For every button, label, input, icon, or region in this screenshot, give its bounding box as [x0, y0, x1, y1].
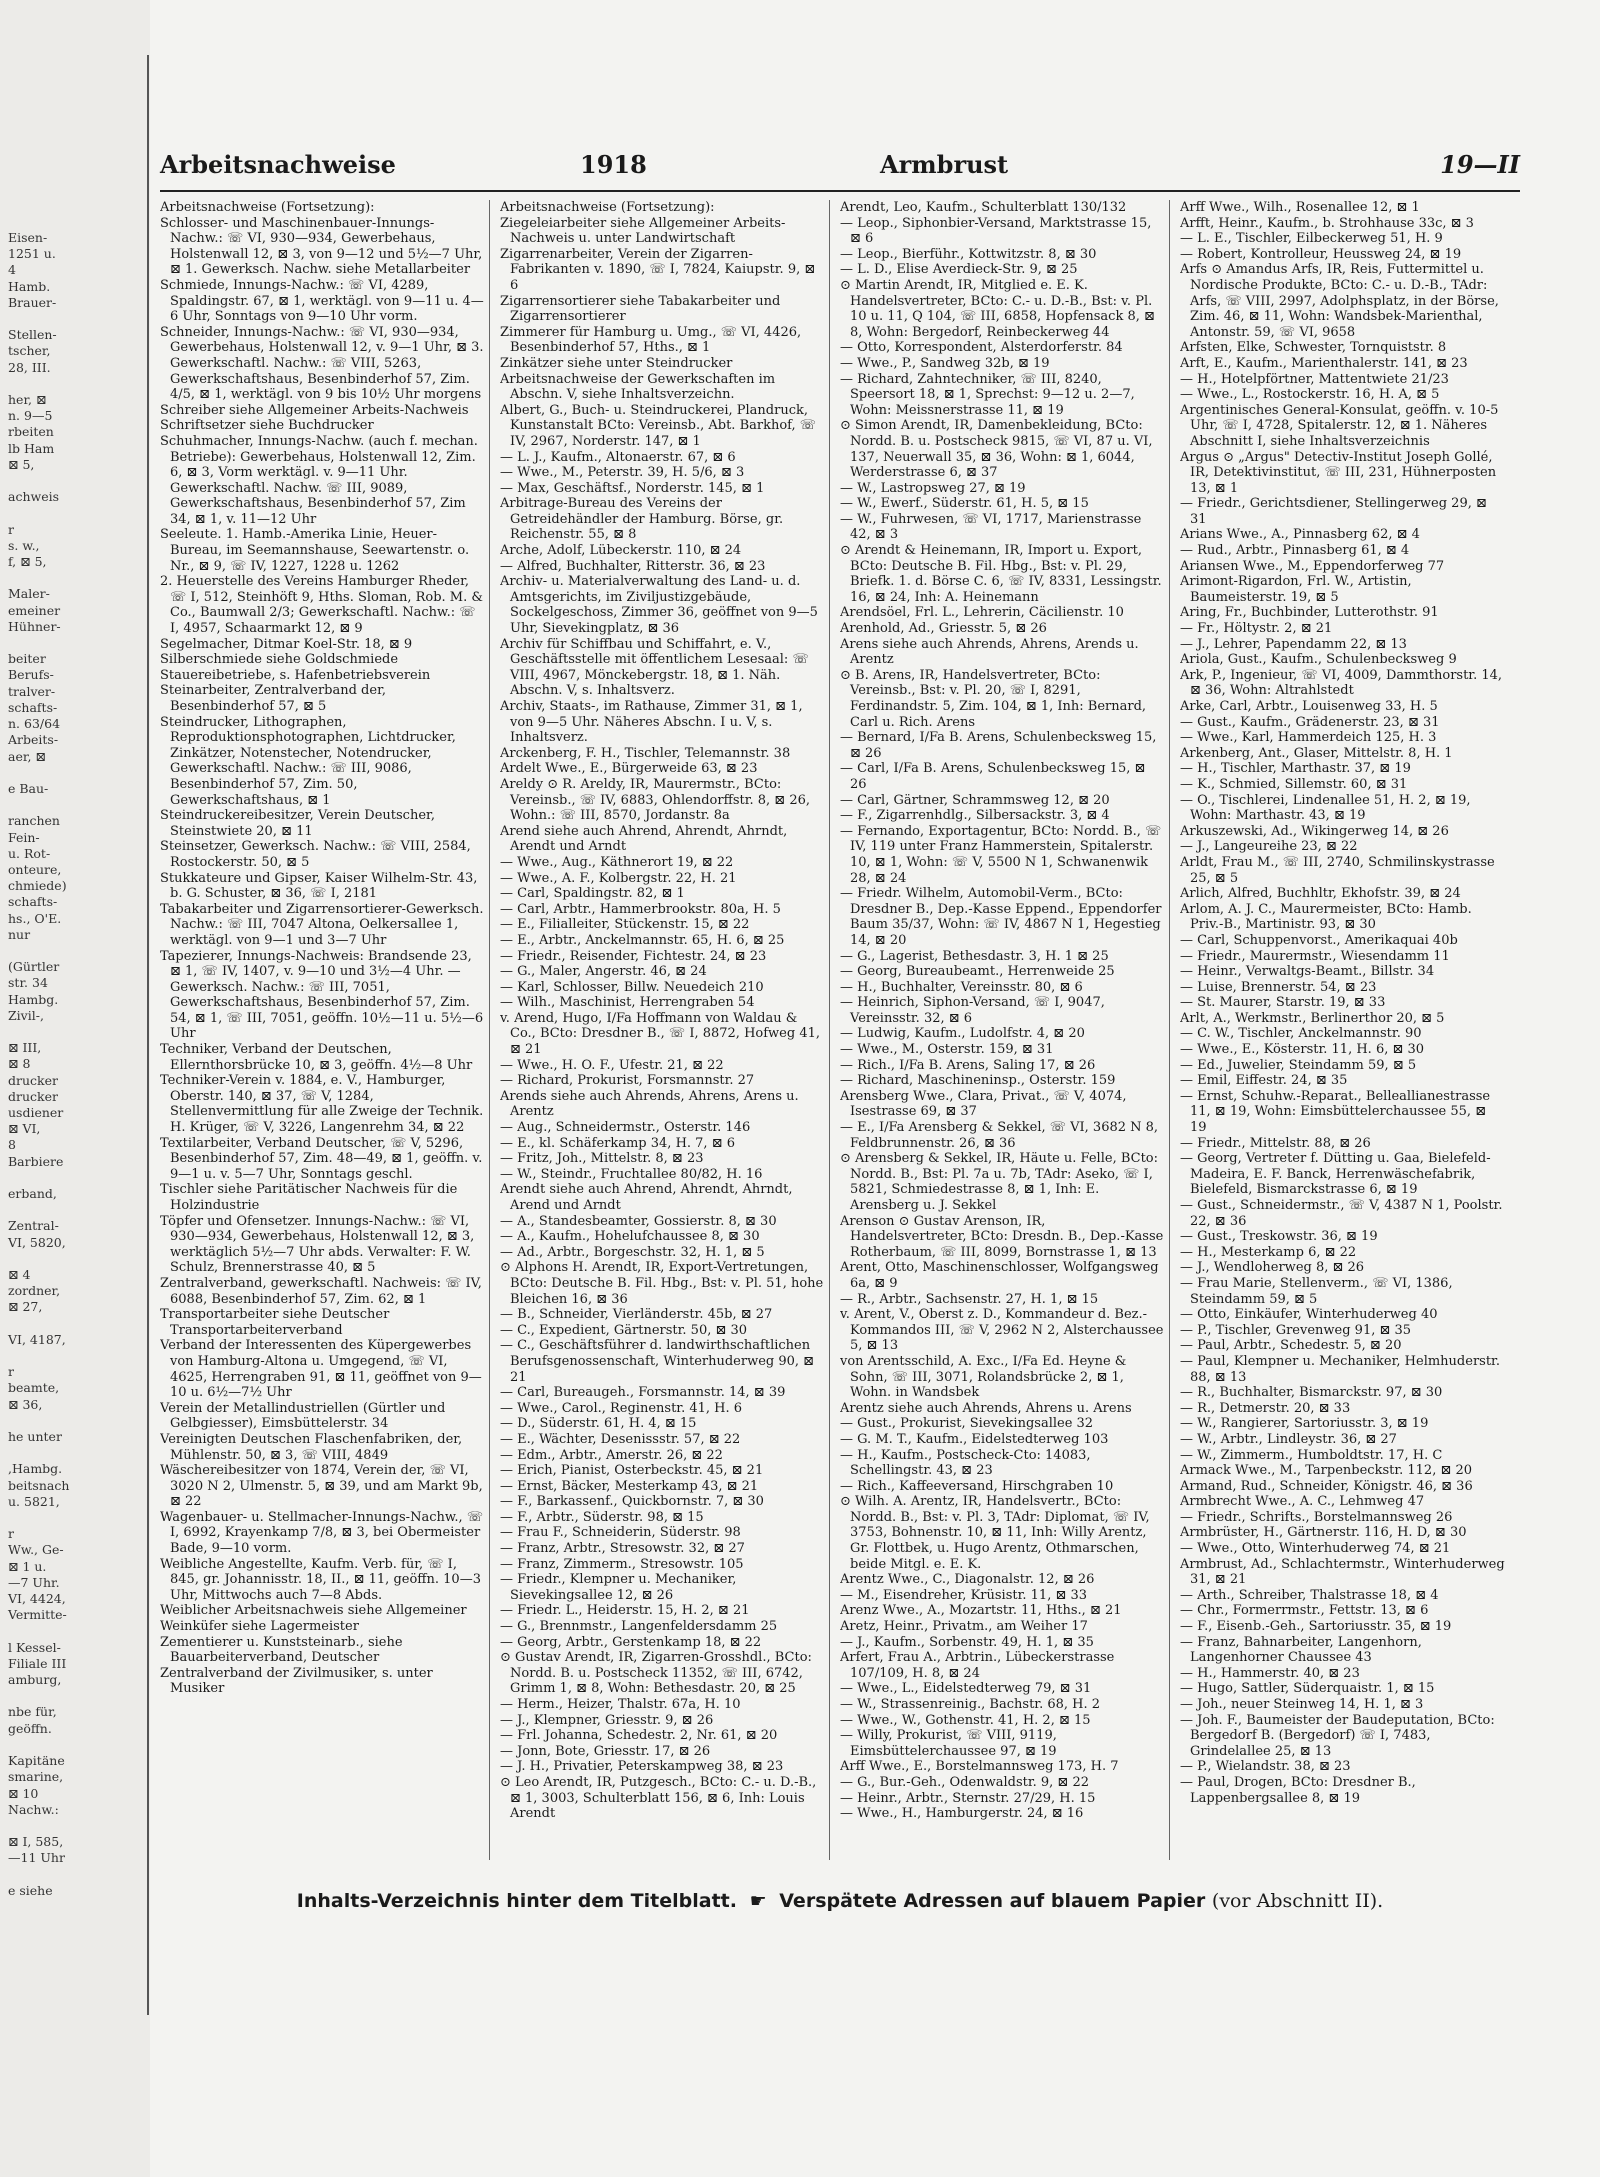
directory-entry: Arche, Adolf, Lübeckerstr. 110, ⊠ 24	[500, 543, 742, 559]
directory-entry: — Leop., Bierführ., Kottwitzstr. 8, ⊠ 30	[840, 246, 1097, 262]
directory-entry: — W., Steindr., Fruchtallee 80/82, H. 16	[500, 1166, 763, 1182]
directory-entry: Arfsten, Elke, Schwester, Tornquiststr. 8	[1180, 340, 1447, 356]
columns	[160, 200, 1520, 1870]
footer-index-note: Inhalts-Verzeichnis hinter dem Titelblatt.	[296, 1890, 737, 1912]
directory-entry: Archiv für Schiffbau und Schiffahrt, e. V., Geschäftsstelle mit öffentlichem Lesesaal: ☏ VIII, 4967, Mönckebergstr. 18, ⊠ 1. Näh. Abschn. V, s. Inhaltsverz.	[500, 636, 809, 699]
directory-entry: — Rich., I/Fa B. Arens, Saling 17, ⊠ 26	[840, 1057, 1096, 1073]
directory-entry: Arends siehe auch Ahrends, Ahrens, Arens u. Arentz	[500, 1088, 799, 1120]
directory-entry: Steindrucker, Lithographen, Reproduktionsphotographen, Lichtdrucker, Zinkätzer, Notenstecher, Notendrucker, Gewerkschaftl. Nachw.: ☏ III, 9086, Besenbinderhof 57, Zim. 50, Gewerkschaftshaus, ⊠ 1	[160, 714, 456, 808]
directory-entry: — W., Lastropsweg 27, ⊠ 19	[840, 480, 1026, 496]
directory-entry: Steinarbeiter, Zentralverband der, Besenbinderhof 57, ⊠ 5	[160, 683, 386, 714]
directory-entry: — Wwe., Karl, Hammerdeich 125, H. 3	[1180, 730, 1437, 746]
left-page-edge	[0, 0, 150, 2177]
directory-entry: — C., Expedient, Gärtnerstr. 50, ⊠ 30	[500, 1322, 748, 1338]
directory-entry: — J., Lehrer, Papendamm 22, ⊠ 13	[1180, 636, 1407, 652]
directory-entry: — Edm., Arbtr., Amerstr. 26, ⊠ 22	[500, 1447, 723, 1463]
directory-entry: Arend siehe auch Ahrend, Ahrendt, Ahrndt, Arendt und Arndt	[500, 823, 788, 855]
directory-entry: — A., Standesbeamter, Gossierstr. 8, ⊠ 30	[500, 1213, 777, 1229]
directory-entry: — Wwe., Otto, Winterhuderweg 74, ⊠ 21	[1180, 1541, 1451, 1557]
directory-entry: Arendt, Leo, Kaufm., Schulterblatt 130/132	[840, 200, 1127, 215]
directory-entry: — Aug., Schneidermstr., Osterstr. 146	[500, 1120, 751, 1136]
directory-entry: ⊙ Simon Arendt, IR, Damenbekleidung, BCto: Nordd. B. u. Postscheck 9815, ☏ VI, 87 u. VI, 137, Neuerwall 35, ⊠ 36, Wohn: ⊠ 1, 6044, Werderstrasse 6, ⊠ 37	[840, 418, 1153, 481]
directory-entry: Transportarbeiter siehe Deutscher Transportarbeiterverband	[160, 1307, 390, 1338]
column-4	[1180, 200, 1510, 1860]
directory-entry: — Carl, Schuppenvorst., Amerikaquai 40b	[1180, 932, 1458, 948]
directory-entry: — H., Mesterkamp 6, ⊠ 22	[1180, 1244, 1357, 1260]
directory-entry: — J., Wendloherweg 8, ⊠ 26	[1180, 1260, 1365, 1276]
directory-entry: Ariola, Gust., Kaufm., Schulenbecksweg 9	[1180, 652, 1457, 668]
directory-entry: Arff Wwe., E., Borstelmannsweg 173, H. 7	[840, 1759, 1119, 1775]
directory-entry: — W., Zimmerm., Humboldtstr. 17, H. C	[1180, 1447, 1443, 1463]
directory-entry: — O., Tischlerei, Lindenallee 51, H. 2, ⊠ 19, Wohn: Marthastr. 43, ⊠ 19	[1180, 792, 1471, 824]
directory-entry: — Wilh., Maschinist, Herrengraben 54	[500, 995, 755, 1011]
directory-entry: — C. W., Tischler, Anckelmannstr. 90	[1180, 1026, 1422, 1042]
header-rule	[160, 190, 1520, 192]
directory-entry: — Gust., Prokurist, Sievekingsallee 32	[840, 1416, 1094, 1432]
directory-entry: — Wwe., A. F., Kolbergstr. 22, H. 21	[500, 870, 737, 886]
directory-entry: — E., Filialleiter, Stückenstr. 15, ⊠ 22	[500, 917, 750, 933]
directory-entry: — Friedr., Mittelstr. 88, ⊠ 26	[1180, 1135, 1371, 1151]
directory-entry: — Franz, Zimmerm., Stresowstr. 105	[500, 1556, 744, 1572]
directory-entry: Segelmacher, Ditmar Koel-Str. 18, ⊠ 9	[160, 636, 413, 652]
directory-entry: — Carl, Bureaugeh., Forsmannstr. 14, ⊠ 39	[500, 1385, 786, 1401]
directory-entry: v. Arend, Hugo, I/Fa Hoffmann von Waldau & Co., BCto: Dresdner B., ☏ I, 8872, Hofweg 41, ⊠ 21	[500, 1010, 820, 1058]
directory-entry: — W., Fuhrwesen, ☏ VI, 1717, Marienstrasse 42, ⊠ 3	[840, 511, 1142, 543]
column-2	[500, 200, 830, 1860]
directory-entry: Verband der Interessenten des Küpergewerbes von Hamburg-Altona u. Umgegend, ☏ VI, 4625, Herrengraben 91, ⊠ 11, geöffnet von 9—10 u. 6½—7½ Uhr	[160, 1338, 482, 1401]
directory-entry: Arfert, Frau A., Arbtrin., Lübeckerstrasse 107/109, H. 8, ⊠ 24	[840, 1650, 1115, 1681]
directory-entry: — Franz, Arbtr., Stresowstr. 32, ⊠ 27	[500, 1541, 745, 1557]
directory-entry: — Herm., Heizer, Thalstr. 67a, H. 10	[500, 1697, 741, 1712]
directory-entry: Albert, G., Buch- u. Steindruckerei, Plandruck, Kunstanstalt BCto: Vereinsb., Abt. Barkhof, ☏ IV, 2967, Norderstr. 147, ⊠ 1	[500, 402, 817, 449]
directory-entry: Ariansen Wwe., M., Eppendorferweg 77	[1180, 558, 1445, 574]
directory-entry: Argentinisches General-Konsulat, geöffn. v. 10-5 Uhr, ☏ I, 4728, Spitalerstr. 12, ⊠ 1. Näheres Abschnitt I, siehe Inhaltsverzeichnis	[1180, 402, 1499, 449]
directory-entry: Stukkateure und Gipser, Kaiser Wilhelm-Str. 43, b. G. Schuster, ⊠ 36, ☏ I, 2181	[160, 870, 478, 902]
directory-entry: Zigarrensortierer siehe Tabakarbeiter und Zigarrensortierer	[500, 293, 781, 325]
directory-entry: — Fr., Höltystr. 2, ⊠ 21	[1180, 621, 1333, 637]
directory-entry: — W., Rangierer, Sartoriusstr. 3, ⊠ 19	[1180, 1416, 1429, 1432]
directory-entry: Areldy ⊙ R. Areldy, IR, Maurermstr., BCto: Vereinsb., ☏ IV, 6883, Ohlendorffstr. 8, ⊠ 26, Wohn.: ☏ III, 8570, Jordanstr. 8a	[500, 776, 811, 824]
directory-entry: von Arentsschild, A. Exc., I/Fa Ed. Heyne & Sohn, ☏ III, 3071, Rolandsbrücke 2, ⊠ 1, Wohn. in Wandsbek	[840, 1353, 1127, 1401]
directory-entry: Armack Wwe., M., Tarpenbeckstr. 112, ⊠ 20	[1180, 1463, 1473, 1479]
directory-entry: — Ed., Juwelier, Steindamm 59, ⊠ 5	[1180, 1057, 1417, 1073]
directory-entry: Töpfer und Ofensetzer. Innungs-Nachw.: ☏ VI, 930—934, Gewerbehaus, Holstenwall 12, ⊠ 3, werktäglich 5½—7 Uhr abds. Verwalter: F. W. Schulz, Brennerstrasse 40, ⊠ 5	[160, 1213, 475, 1276]
directory-entry: — Friedr., Schrifts., Borstelmannsweg 26	[1180, 1509, 1453, 1525]
directory-entry: — Richard, Prokurist, Forsmannstr. 27	[500, 1073, 755, 1089]
directory-entry: — E., Arbtr., Anckelmannstr. 65, H. 6, ⊠ 25	[500, 932, 785, 948]
directory-entry: — Wwe., H. O. F., Ufestr. 21, ⊠ 22	[500, 1057, 724, 1073]
directory-entry: — Otto, Korrespondent, Alsterdorferstr. 84	[840, 340, 1123, 356]
directory-entry: — Franz, Bahnarbeiter, Langenhorn, Langenhorner Chaussee 43	[1180, 1634, 1422, 1666]
directory-entry: 2. Heuerstelle des Vereins Hamburger Rheder, ☏ I, 512, Steinhöft 9, Hths. Sloman, Rob. M. & Co., Baumwall 2/3; Gewerkschaftl. Nachw.: ☏ I, 4957, Schaarmarkt 12, ⊠ 9	[160, 574, 483, 637]
directory-entry: Ardelt Wwe., E., Bürgerweide 63, ⊠ 23	[500, 761, 758, 777]
directory-entry: — J., Langeureihe 23, ⊠ 22	[1180, 839, 1358, 855]
directory-entry: — Ernst, Bäcker, Mesterkamp 43, ⊠ 21	[500, 1478, 759, 1494]
directory-entry: Arensberg Wwe., Clara, Privat., ☏ V, 4074, Isestrasse 69, ⊠ 37	[840, 1088, 1127, 1120]
directory-entry: — Wwe., P., Sandweg 32b, ⊠ 19	[840, 355, 1050, 371]
directory-entry: — Emil, Eiffestr. 24, ⊠ 35	[1180, 1073, 1348, 1089]
directory-entry: — Friedr., Reisender, Fichtestr. 24, ⊠ 23	[500, 948, 767, 964]
directory-entry: Arent, Otto, Maschinenschlosser, Wolfgangsweg 6a, ⊠ 9	[840, 1260, 1159, 1291]
directory-entry: Arentz Wwe., C., Diagonalstr. 12, ⊠ 26	[840, 1572, 1095, 1588]
directory-entry: — P., Tischler, Grevenweg 91, ⊠ 35	[1180, 1322, 1412, 1338]
directory-entry: Ark, P., Ingenieur, ☏ VI, 4009, Dammthorstr. 14, ⊠ 36, Wohn: Altrahlstedt	[1180, 667, 1503, 699]
directory-entry: — Willy, Prokurist, ☏ VIII, 9119, Eimsbüttelerchaussee 97, ⊠ 19	[840, 1728, 1057, 1759]
directory-entry: — Fritz, Joh., Mittelstr. 8, ⊠ 23	[500, 1151, 704, 1167]
directory-entry: — Fernando, Exportagentur, BCto: Nordd. B., ☏ IV, 119 unter Franz Hammerstein, Spitalerstr. 10, ⊠ 1, Wohn: ☏ V, 5500 N 1, Schwanenwik 28, ⊠ 24	[840, 823, 1162, 886]
directory-entry: Aretz, Heinr., Privatm., am Weiher 17	[840, 1619, 1088, 1635]
directory-entry: — Wwe., E., Kösterstr. 11, H. 6, ⊠ 30	[1180, 1042, 1425, 1058]
directory-entry: — W., Strassenreinig., Bachstr. 68, H. 2	[840, 1697, 1101, 1712]
directory-entry: Armbrust, Ad., Schlachtermstr., Winterhuderweg 31, ⊠ 21	[1180, 1556, 1505, 1588]
directory-entry: — Heinrich, Siphon-Versand, ☏ I, 9047, Vereinsstr. 32, ⊠ 6	[840, 995, 1105, 1026]
directory-entry: — D., Süderstr. 61, H. 4, ⊠ 15	[500, 1416, 697, 1432]
directory-entry: — Friedr. L., Heiderstr. 15, H. 2, ⊠ 21	[500, 1603, 750, 1619]
directory-entry: — R., Detmerstr. 20, ⊠ 33	[1180, 1400, 1351, 1416]
directory-entry: Wäschereibesitzer von 1874, Verein der, ☏ VI, 3020 N 2, Ulmenstr. 5, ⊠ 39, und am Markt 9b, ⊠ 22	[160, 1463, 483, 1510]
directory-entry: Wagenbauer- u. Stellmacher-Innungs-Nachw., ☏ I, 6992, Krayenkamp 7/8, ⊠ 3, bei Obermeister Bade, 9—10 vorm.	[160, 1509, 484, 1557]
directory-entry: — H., Hammerstr. 40, ⊠ 23	[1180, 1665, 1360, 1681]
directory-entry: — Heinr., Verwaltgs-Beamt., Billstr. 34	[1180, 964, 1435, 980]
directory-entry: — Carl, Spaldingstr. 82, ⊠ 1	[500, 886, 685, 902]
directory-entry: — Paul, Drogen, BCto: Dresdner B., Lappenbergsallee 8, ⊠ 19	[1180, 1774, 1416, 1806]
directory-entry: Weinküfer siehe Lagermeister	[160, 1619, 359, 1635]
directory-entry: Schriftsetzer siehe Buchdrucker	[160, 418, 374, 434]
directory-entry: v. Arent, V., Oberst z. D., Kommandeur d. Bez.-Kommandos III, ☏ V, 2962 N 2, Alsterchaussee 5, ⊠ 13	[840, 1307, 1164, 1354]
directory-entry: Arfft, Heinr., Kaufm., b. Strohhause 33c, ⊠ 3	[1180, 215, 1474, 231]
directory-entry: Zentralverband der Zivilmusiker, s. unter Musiker	[160, 1665, 433, 1697]
directory-entry: — Friedr., Maurermstr., Wiesendamm 11	[1180, 948, 1450, 964]
directory-entry: — Georg, Bureaubeamt., Herrenweide 25	[840, 964, 1115, 980]
directory-entry: — Max, Geschäftsf., Norderstr. 145, ⊠ 1	[500, 480, 765, 496]
directory-entry: Arkenberg, Ant., Glaser, Mittelstr. 8, H. 1	[1180, 745, 1453, 761]
directory-entry: ⊙ Gustav Arendt, IR, Zigarren-Grosshdl., BCto: Nordd. B. u. Postscheck 11352, ☏ III, 6742, Grimm 1, ⊠ 8, Wohn: Bethesdastr. 20, ⊠ 25	[500, 1650, 812, 1697]
directory-entry: — F., Zigarrenhdlg., Silbersackstr. 3, ⊠ 4	[840, 808, 1110, 824]
directory-entry: Zimmerer für Hamburg u. Umg., ☏ VI, 4426, Besenbinderhof 57, Hths., ⊠ 1	[500, 324, 802, 356]
directory-entry: — H., Buchhalter, Vereinsstr. 80, ⊠ 6	[840, 979, 1083, 995]
directory-entry: Arldt, Frau M., ☏ III, 2740, Schmilinskystrasse 25, ⊠ 5	[1180, 854, 1495, 886]
directory-entry: Arbeitsnachweise der Gewerkschaften im Abschn. V, siehe Inhaltsverzeichn.	[500, 371, 776, 403]
directory-entry: — Wwe., L., Rostockerstr. 16, H. A, ⊠ 5	[1180, 387, 1440, 403]
directory-entry: ⊙ Arensberg & Sekkel, IR, Häute u. Felle, BCto: Nordd. B., Bst: Pl. 7a u. 7b, TAdr: Aseko, ☏ I, 5821, Schmiedestrasse 8, ⊠ 1, Inh: E. Arensberg u. J. Sekkel	[840, 1151, 1159, 1213]
directory-entry: — Luise, Brennerstr. 54, ⊠ 23	[1180, 979, 1377, 995]
directory-entry: — Gust., Schneidermstr., ☏ V, 4387 N 1, Poolstr. 22, ⊠ 36	[1180, 1198, 1503, 1229]
directory-entry: — F., Eisenb.-Geh., Sartoriusstr. 35, ⊠ 19	[1180, 1619, 1452, 1635]
directory-entry: Steinsetzer, Gewerksch. Nachw.: ☏ VIII, 2584, Rostockerstr. 50, ⊠ 5	[160, 839, 471, 870]
directory-entry: — Rich., Kaffeeversand, Hirschgraben 10	[840, 1478, 1114, 1494]
directory-entry: Schreiber siehe Allgemeiner Arbeits-Nachweis	[160, 402, 469, 418]
directory-entry: — J., Kaufm., Sorbenstr. 49, H. 1, ⊠ 35	[840, 1634, 1094, 1650]
directory-entry: — Wwe., H., Hamburgerstr. 24, ⊠ 16	[840, 1806, 1084, 1822]
directory-entry: — Richard, Zahntechniker, ☏ III, 8240, Speersort 18, ⊠ 1, Sprechst: 9—12 u. 2—7, Wohn: Meissnerstrasse 11, ⊠ 19	[840, 371, 1135, 418]
directory-entry: — Hugo, Sattler, Süderquaistr. 1, ⊠ 15	[1180, 1681, 1435, 1697]
directory-entry: — Jonn, Bote, Griesstr. 17, ⊠ 26	[500, 1743, 711, 1759]
directory-entry: — J., Klempner, Griesstr. 9, ⊠ 26	[500, 1712, 714, 1728]
directory-entry: — Arth., Schreiber, Thalstrasse 18, ⊠ 4	[1180, 1587, 1439, 1603]
directory-entry: — Georg, Arbtr., Gerstenkamp 18, ⊠ 22	[500, 1634, 762, 1650]
directory-entry: Arentz siehe auch Ahrends, Ahrens u. Arens	[840, 1400, 1132, 1416]
directory-entry: Armbrecht Wwe., A. C., Lehmweg 47	[1180, 1494, 1425, 1510]
directory-entry: — J. H., Privatier, Peterskampweg 38, ⊠ 23	[500, 1759, 784, 1775]
directory-entry: — Chr., Formerrmstr., Fettstr. 13, ⊠ 6	[1180, 1603, 1429, 1619]
left-margin-fragment: Eisen- 1251 u. 4 Hamb. Brauer- Stellen- tscher, 28, III. her, ⊠ n. 9—5 rbeiten lb Ham ⊠ 5, achweis r s. w., f, ⊠ 5, Maler- emeiner Hühner- beiter Berufs- tralver- schafts- n. 63/64 Arbeits- aer, ⊠ e Bau- ranchen Fein- u. Rot- onteure, chmiede) schafts- hs., O'E. nur (Gürtler str. 34 Hambg. Zivil-, ⊠ III, ⊠ 8 drucker drucker usdiener ⊠ VI, 8 Barbiere erband, Zentral- VI, 5820, ⊠ 4 zordner, ⊠ 27, VI, 4187, r beamte, ⊠ 36, he unter ,Hambg. beitsnach u. 5821, r Ww., Ge- ⊠ 1 u. —7 Uhr. VI, 4424, Vermitte- l Kessel- Filiale III amburg, nbe für, geöffn. Kapitäne smarine, ⊠ 10 Nachw.: ⊠ I, 585, —11 Uhr e siehe	[8, 230, 70, 1898]
directory-entry: — L. D., Elise Averdieck-Str. 9, ⊠ 25	[840, 262, 1078, 278]
directory-entry: — Ad., Arbtr., Borgeschstr. 32, H. 1, ⊠ 5	[500, 1244, 765, 1260]
directory-entry: ⊙ Martin Arendt, IR, Mitglied e. E. K. Handelsvertreter, BCto: C.- u. D.-B., Bst: v. Pl. 10 u. 11, Q 104, ☏ III, 6858, Hopfensack 8, ⊠ 8, Wohn: Bergedorf, Reinbeckerweg 44	[840, 277, 1155, 340]
page-header	[160, 150, 1520, 190]
directory-entry: — L. E., Tischler, Eilbeckerweg 51, H. 9	[1180, 231, 1443, 247]
directory-entry: — Georg, Vertreter f. Dütting u. Gaa, Bielefeld-Madeira, E. F. Banck, Herrenwäschefabrik, Bielefeld, Bismarckstrasse 6, ⊠ 19	[1180, 1151, 1491, 1198]
directory-entry: Ziegeleiarbeiter siehe Allgemeiner Arbeits-Nachweis u. unter Landwirtschaft	[500, 215, 786, 247]
directory-entry: — F., Barkassenf., Quickbornstr. 7, ⊠ 30	[500, 1494, 764, 1510]
directory-entry: — P., Wielandstr. 38, ⊠ 23	[1180, 1759, 1351, 1775]
directory-entry: — Ludwig, Kaufm., Ludolfstr. 4, ⊠ 20	[840, 1026, 1085, 1042]
directory-entry: Arens siehe auch Ahrends, Ahrens, Arends u. Arentz	[840, 636, 1139, 668]
directory-entry: Arbitrage-Bureau des Vereins der Getreidehändler der Hamburg. Börse, gr. Reichenstr. 55, ⊠ 8	[500, 496, 784, 543]
directory-entry: — Frl. Johanna, Schedestr. 2, Nr. 61, ⊠ 20	[500, 1728, 778, 1744]
directory-entry: ⊙ Arendt & Heinemann, IR, Import u. Export, BCto: Deutsche B. Fil. Hbg., Bst: v. Pl. 29, Briefk. 1. d. Börse C. 6, ☏ IV, 8331, Lessingstr. 16, ⊠ 24, Inh: A. Heinemann	[840, 543, 1162, 605]
directory-entry: Arff Wwe., Wilh., Rosenallee 12, ⊠ 1	[1180, 200, 1420, 215]
directory-entry: — Frau Marie, Stellenverm., ☏ VI, 1386, Steindamm 59, ⊠ 5	[1180, 1275, 1453, 1307]
directory-entry: — Carl, I/Fa B. Arens, Schulenbecksweg 15, ⊠ 26	[840, 761, 1146, 792]
directory-entry: — Wwe., Carol., Reginenstr. 41, H. 6	[500, 1400, 743, 1416]
directory-entry: — Gust., Kaufm., Grädenerstr. 23, ⊠ 31	[1180, 714, 1440, 730]
directory-entry: Arians Wwe., A., Pinnasberg 62, ⊠ 4	[1180, 527, 1420, 543]
directory-entry: ⊙ Alphons H. Arendt, IR, Export-Vertretungen, BCto: Deutsche B. Fil. Hbg., Bst: v. Pl. 51, hohe Bleichen 16, ⊠ 36	[500, 1260, 824, 1307]
directory-entry: — G., Brennmstr., Langenfeldersdamm 25	[500, 1619, 778, 1635]
directory-entry: — H., Tischler, Marthastr. 37, ⊠ 19	[1180, 761, 1411, 777]
directory-entry: ⊙ Leo Arendt, IR, Putzgesch., BCto: C.- u. D.-B., ⊠ 1, 3003, Schulterblatt 156, ⊠ 6, Inh: Louis Arendt	[500, 1774, 817, 1822]
directory-entry: Silberschmiede siehe Goldschmiede	[160, 652, 399, 668]
footer-section-ref: (vor Abschnitt II).	[1211, 1890, 1384, 1912]
directory-entry: — Friedr. Wilhelm, Automobil-Verm., BCto: Dresdner B., Dep.-Kasse Eppend., Eppendorfer Baum 35/37, Wohn: ☏ IV, 4867 N 1, Hegestieg 14, ⊠ 20	[840, 886, 1162, 948]
pointing-hand-icon: ☛	[749, 1890, 767, 1912]
directory-entry: — A., Kaufm., Hohelufchaussee 8, ⊠ 30	[500, 1229, 760, 1245]
page-footer	[160, 1890, 1520, 1912]
directory-entry: Verein der Metallindustriellen (Gürtler und Gelbgiesser), Eimsbüttelerstr. 34	[160, 1400, 446, 1432]
directory-entry: Arenson ⊙ Gustav Arenson, IR, Handelsvertreter, BCto: Dresdn. B., Dep.-Kasse Rotherbaum, ☏ III, 8099, Bornstrasse 1, ⊠ 13	[840, 1213, 1164, 1260]
directory-entry: Arendsöel, Frl. L., Lehrerin, Cäcilienstr. 10	[840, 605, 1124, 621]
directory-entry: — G., Bur.-Geh., Odenwaldstr. 9, ⊠ 22	[840, 1774, 1089, 1790]
column-3	[840, 200, 1170, 1860]
directory-entry: — B., Schneider, Vierländerstr. 45b, ⊠ 27	[500, 1307, 773, 1323]
directory-entry: — Otto, Einkäufer, Winterhuderweg 40	[1180, 1307, 1438, 1323]
directory-entry: Arbeitsnachweise (Fortsetzung):	[500, 200, 715, 215]
directory-entry: Armand, Rud., Schneider, Königstr. 46, ⊠ 36	[1180, 1478, 1473, 1494]
directory-entry: — Rud., Arbtr., Pinnasberg 61, ⊠ 4	[1180, 543, 1410, 559]
directory-entry: — Wwe., L., Eidelstedterweg 79, ⊠ 31	[840, 1681, 1092, 1697]
directory-entry: Arckenberg, F. H., Tischler, Telemannstr. 38	[500, 745, 791, 761]
directory-entry: Techniker-Verein v. 1884, e. V., Hamburger, Oberstr. 140, ⊠ 37, ☏ V, 1284, Stellenvermittlung für alle Zweige der Technik. H. Krüger, ☏ V, 3226, Langenrehm 34, ⊠ 22	[160, 1073, 484, 1136]
directory-entry: Argus ⊙ „Argus" Detectiv-Institut Joseph Gollé, IR, Detektivinstitut, ☏ III, 231, Hühnerposten 13, ⊠ 1	[1180, 449, 1497, 496]
directory-entry: — K., Schmied, Sillemstr. 60, ⊠ 31	[1180, 776, 1408, 792]
directory-entry: — Wwe., W., Gothenstr. 41, H. 2, ⊠ 15	[840, 1712, 1091, 1728]
directory-entry: Tabakarbeiter und Zigarrensortierer-Gewerksch. Nachw.: ☏ III, 7047 Altona, Oelkersallee 1, werktägl. von 9—1 und 3—7 Uhr	[160, 901, 484, 948]
directory-entry: — Gust., Treskowstr. 36, ⊠ 19	[1180, 1229, 1378, 1245]
directory-entry: — Friedr., Gerichtsdiener, Stellingerweg 29, ⊠ 31	[1180, 496, 1487, 527]
directory-entry: — F., Arbtr., Süderstr. 98, ⊠ 15	[500, 1509, 704, 1525]
directory-entry: Arlich, Alfred, Buchhltr, Ekhofstr. 39, ⊠ 24	[1180, 886, 1461, 902]
directory-entry: Tapezierer, Innungs-Nachweis: Brandsende 23, ⊠ 1, ☏ IV, 1407, v. 9—10 und 3½—4 Uhr. — Gewerksch. Nachw.: ☏ III, 7051, Gewerkschaftshaus, Besenbinderhof 57, Zim. 54, ⊠ 1, ☏ III, 7051, geöffn. 10½—11 u. 5½—6 Uhr	[160, 948, 484, 1042]
directory-entry: — Friedr., Klempner u. Mechaniker, Sievekingsallee 12, ⊠ 26	[500, 1572, 737, 1603]
directory-entry: — Robert, Kontrolleur, Heussweg 24, ⊠ 19	[1180, 246, 1462, 262]
directory-entry: — G. M. T., Kaufm., Eidelstedterweg 103	[840, 1431, 1109, 1447]
directory-entry: — St. Maurer, Starstr. 19, ⊠ 33	[1180, 995, 1386, 1011]
directory-entry: — M., Eisendreher, Krüsistr. 11, ⊠ 33	[840, 1587, 1088, 1603]
directory-entry: — E., I/Fa Arensberg & Sekkel, ☏ VI, 3682 N 8, Feldbrunnenstr. 26, ⊠ 36	[840, 1120, 1159, 1151]
directory-entry: Archiv- u. Materialverwaltung des Land- u. d. Amtsgerichts, im Ziviljustizgebäude, Sockelgeschoss, Zimmer 36, geöffnet von 9—5 Uhr, Sievekingplatz, ⊠ 36	[500, 574, 818, 637]
directory-entry: — Ernst, Schuhw.-Reparat., Belleallianestrasse 11, ⊠ 19, Wohn: Eimsbüttelerchaussee 55, ⊠ 19	[1180, 1088, 1491, 1136]
directory-entry: — Karl, Schlosser, Billw. Neuedeich 210	[500, 979, 764, 995]
directory-entry: — Erich, Pianist, Osterbeckstr. 45, ⊠ 21	[500, 1463, 764, 1479]
header-page-number: 19—II	[1440, 150, 1520, 179]
directory-entry: Armbrüster, H., Gärtnerstr. 116, H. D, ⊠ 30	[1180, 1525, 1467, 1541]
directory-entry: Vereinigten Deutschen Flaschenfabriken, der, Mühlenstr. 50, ⊠ 3, ☏ VIII, 4849	[160, 1431, 463, 1463]
directory-entry: Arft, E., Kaufm., Marienthalerstr. 141, ⊠ 23	[1180, 355, 1468, 371]
directory-entry: Arfs ⊙ Amandus Arfs, IR, Reis, Futtermittel u. Nordische Produkte, BCto: C.- u. D.-B., TAdr: Arfs, ☏ VIII, 2997, Adolphsplatz, in der Börse, Zim. 46, ⊠ 11, Wohn: Wandsbek-Marienthal, Antonstr. 59, ☏ VI, 9658	[1180, 262, 1499, 340]
directory-entry: — W., Ewerf., Süderstr. 61, H. 5, ⊠ 15	[840, 496, 1089, 512]
header-catchword: Armbrust	[880, 150, 1009, 179]
directory-entry: ⊙ B. Arens, IR, Handelsvertreter, BCto: Vereinsb., Bst: v. Pl. 20, ☏ I, 8291, Ferdinandstr. 5, Zim. 104, ⊠ 1, Inh: Bernard, Carl u. Rich. Arens	[840, 667, 1147, 730]
directory-entry: Arimont-Rigardon, Frl. W., Artistin, Baumeisterstr. 19, ⊠ 5	[1180, 574, 1412, 605]
directory-entry: Zigarrenarbeiter, Verein der Zigarren-Fabrikanten v. 1890, ☏ I, 7824, Kaiupstr. 9, ⊠ 6	[500, 246, 816, 293]
header-section-title: Arbeitsnachweise	[160, 150, 396, 179]
directory-entry: Zementierer u. Kunststeinarb., siehe Bauarbeiterverband, Deutscher	[160, 1634, 403, 1666]
header-year: 1918	[580, 150, 647, 179]
directory-entry: — E., Wächter, Desenissstr. 57, ⊠ 22	[500, 1431, 741, 1447]
directory-entry: Zentralverband, gewerkschaftl. Nachweis: ☏ IV, 6088, Besenbinderhof 57, Zim. 62, ⊠ 1	[160, 1275, 482, 1307]
directory-entry: Tischler siehe Paritätischer Nachweis für die Holzindustrie	[160, 1182, 458, 1213]
directory-entry: — Paul, Arbtr., Schedestr. 5, ⊠ 20	[1180, 1338, 1402, 1354]
directory-entry: Steindruckereibesitzer, Verein Deutscher, Steinstwiete 20, ⊠ 11	[160, 808, 435, 839]
directory-entry: — G., Lagerist, Bethesdastr. 3, H. 1 ⊠ 25	[840, 948, 1109, 964]
directory-entry: — C., Geschäftsführer d. landwirthschaftlichen Berufsgenossenschaft, Winterhuderweg 90, ⊠ 21	[500, 1338, 815, 1385]
directory-entry: — E., kl. Schäferkamp 34, H. 7, ⊠ 6	[500, 1135, 735, 1151]
directory-entry: — Wwe., M., Osterstr. 159, ⊠ 31	[840, 1042, 1054, 1058]
directory-entry: Weiblicher Arbeitsnachweis siehe Allgemeiner	[160, 1603, 467, 1619]
directory-entry: — H., Kaufm., Postscheck-Cto: 14083, Schellingstr. 43, ⊠ 23	[840, 1447, 1091, 1479]
directory-entry: Schuhmacher, Innungs-Nachw. (auch f. mechan. Betriebe): Gewerbehaus, Holstenwall 12, Zim. 6, ⊠ 3, Vorm werktägl. v. 9—11 Uhr. Gewerkschaftl. Nachw. ☏ III, 9089, Gewerkschaftshaus, Besenbinderhof 57, Zim 34, ⊠ 1, v. 11—12 Uhr	[160, 433, 478, 527]
directory-entry: — Carl, Gärtner, Schrammsweg 12, ⊠ 20	[840, 792, 1110, 808]
directory-entry: — Bernard, I/Fa B. Arens, Schulenbecksweg 15, ⊠ 26	[840, 730, 1157, 761]
directory-entry: ⊙ Wilh. A. Arentz, IR, Handelsvertr., BCto: Nordd. B., Bst: v. Pl. 3, TAdr: Diplomat, ☏ IV, 3753, Bohnenstr. 10, ⊠ 11, Inh: Willy Arentz, Gr. Flottbek, u. Hugo Arentz, Othmarschen, beide Mitgl. e. E. K.	[840, 1494, 1150, 1572]
directory-entry: Techniker, Verband der Deutschen, Ellernthorsbrücke 10, ⊠ 3, geöffn. 4½—8 Uhr	[160, 1042, 473, 1073]
directory-entry: Archiv, Staats-, im Rathause, Zimmer 31, ⊠ 1, von 9—5 Uhr. Näheres Abschn. I u. V, s. Inhaltsverz.	[500, 699, 803, 746]
directory-entry: — Leop., Siphonbier-Versand, Marktstrasse 15, ⊠ 6	[840, 215, 1152, 247]
directory-entry: Weibliche Angestellte, Kaufm. Verb. für, ☏ I, 845, gr. Johannisstr. 18, II., ⊠ 11, geöffn. 10—3 Uhr, Mittwochs auch 7—8 Abds.	[160, 1556, 481, 1603]
directory-entry: Zinkätzer siehe unter Steindrucker	[500, 355, 733, 371]
directory-entry: Schlosser- und Maschinenbauer-Innungs-Nachw.: ☏ VI, 930—934, Gewerbehaus, Holstenwall 12, ⊠ 3, von 9—12 und 5½—7 Uhr, ⊠ 1. Gewerksch. Nachw. siehe Metallarbeiter	[160, 215, 483, 278]
directory-entry: — Joh. F., Baumeister der Baudeputation, BCto: Bergedorf B. (Bergedorf) ☏ I, 7483, Grindelallee 25, ⊠ 13	[1180, 1712, 1495, 1759]
column-1	[160, 200, 490, 1860]
directory-entry: Aring, Fr., Buchbinder, Lutterothstr. 91	[1180, 605, 1439, 621]
directory-entry: — Wwe., Aug., Käthnerort 19, ⊠ 22	[500, 854, 734, 870]
directory-entry: — W., Arbtr., Lindleystr. 36, ⊠ 27	[1180, 1431, 1397, 1447]
directory-entry: — Alfred, Buchhalter, Ritterstr. 36, ⊠ 23	[500, 558, 766, 574]
directory-entry: Arke, Carl, Arbtr., Louisenweg 33, H. 5	[1180, 699, 1438, 714]
directory-entry: — Heinr., Arbtr., Sternstr. 27/29, H. 15	[840, 1790, 1096, 1806]
directory-entry: Arlom, A. J. C., Maurermeister, BCto: Hamb. Priv.-B., Martinistr. 93, ⊠ 30	[1180, 901, 1472, 933]
directory-entry: — L. J., Kaufm., Altonaerstr. 67, ⊠ 6	[500, 449, 736, 465]
directory-entry: Schneider, Innungs-Nachw.: ☏ VI, 930—934, Gewerbehaus, Holstenwall 12, v. 9—1 Uhr, ⊠ 3. Gewerkschaftl. Nachw.: ☏ VIII, 5263, Gewerkschaftshaus, Besenbinderhof 57, Zim. 4/5, ⊠ 1, werktägl. von 9 bis 10½ Uhr morgens	[160, 324, 484, 403]
directory-entry: Arendt siehe auch Ahrend, Ahrendt, Ahrndt, Arend und Arndt	[500, 1182, 793, 1213]
binding-line	[147, 55, 149, 2015]
directory-page	[160, 0, 1520, 2177]
directory-entry: — H., Hotelpförtner, Mattentwiete 21/23	[1180, 371, 1449, 387]
directory-entry: — Richard, Maschineninsp., Osterstr. 159	[840, 1073, 1116, 1089]
directory-entry: Textilarbeiter, Verband Deutscher, ☏ V, 5296, Besenbinderhof 57, Zim. 48—49, ⊠ 1, geöffn. v. 9—1 u. v. 5—7 Uhr, Sonntags geschl.	[160, 1135, 483, 1182]
directory-entry: — R., Buchhalter, Bismarckstr. 97, ⊠ 30	[1180, 1385, 1443, 1401]
directory-entry: Seeleute. 1. Hamb.-Amerika Linie, Heuer-Bureau, im Seemannshause, Seewartenstr. o. Nr., ⊠ 9, ☏ IV, 1227, 1228 u. 1262	[160, 527, 470, 574]
directory-entry: Arbeitsnachweise (Fortsetzung):	[160, 200, 375, 215]
directory-entry: Arlt, A., Werkmstr., Berlinerthor 20, ⊠ 5	[1180, 1010, 1445, 1026]
directory-entry: — Joh., neuer Steinweg 14, H. 1, ⊠ 3	[1180, 1697, 1424, 1712]
directory-entry: — Wwe., M., Peterstr. 39, H. 5/6, ⊠ 3	[500, 465, 745, 481]
footer-late-addresses: Verspätete Adressen auf blauem Papier	[779, 1890, 1206, 1912]
directory-entry: Stauereibetriebe, s. Hafenbetriebsverein	[160, 667, 431, 683]
directory-entry: — Paul, Klempner u. Mechaniker, Helmhuderstr. 88, ⊠ 13	[1180, 1353, 1500, 1385]
directory-entry: — Carl, Arbtr., Hammerbrookstr. 80a, H. 5	[500, 901, 781, 917]
directory-entry: Schmiede, Innungs-Nachw.: ☏ VI, 4289, Spaldingstr. 67, ⊠ 1, werktägl. von 9—11 u. 4—6 Uhr, Sonntags von 9—10 Uhr vorm.	[160, 277, 484, 325]
directory-entry: Arenhold, Ad., Griesstr. 5, ⊠ 26	[840, 621, 1047, 637]
directory-entry: Arenz Wwe., A., Mozartstr. 11, Hths., ⊠ 21	[840, 1603, 1122, 1619]
directory-entry: — R., Arbtr., Sachsenstr. 27, H. 1, ⊠ 15	[840, 1291, 1099, 1307]
directory-entry: — G., Maler, Angerstr. 46, ⊠ 24	[500, 964, 707, 980]
directory-entry: — Frau F., Schneiderin, Süderstr. 98	[500, 1525, 741, 1541]
directory-entry: Arkuszewski, Ad., Wikingerweg 14, ⊠ 26	[1180, 823, 1449, 839]
